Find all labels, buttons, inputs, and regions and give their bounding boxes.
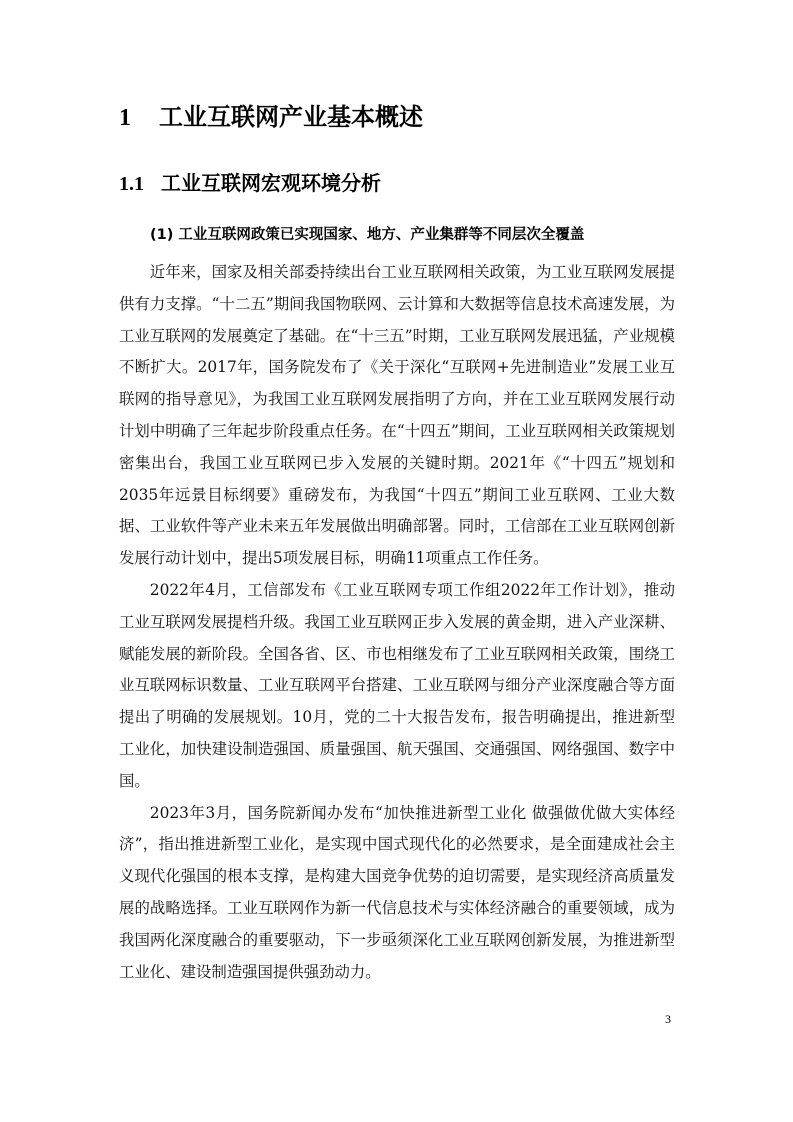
chapter-title: 工业互联网产业基本概述 xyxy=(159,103,423,131)
body-text xyxy=(119,257,675,988)
chapter-heading xyxy=(119,100,423,135)
chapter-number: 1 xyxy=(119,105,131,131)
section-number: 1.1 xyxy=(119,173,144,195)
subsection-heading: (1) 工业互联网政策已实现国家、地方、产业集群等不同层次全覆盖 xyxy=(150,227,585,243)
section-heading xyxy=(119,168,381,199)
page-number: 3 xyxy=(665,1012,671,1026)
paragraph-2: 2022年4月，工信部发布《工业互联网专项工作组2022年工作计划》，推动工业互联网发展提档升级。我国工业互联网正步入发展的黄金期，进入产业深耕、赋能发展的新阶段。全国各省、区、市也相继发布了工业互联网相关政策，围绕工业互联网标识数量、工业互联网平台搭建、工业互联网与细分产业深度融合等方面提出了明确的发展规划。10月，党的二十大报告发布，报告明确提出，推进新型工业化，加快建设制造强国、质量强国、航天强国、交通强国、网络强国、数字中国。 xyxy=(119,580,675,790)
paragraph-1: 近年来，国家及相关部委持续出台工业互联网相关政策，为工业互联网发展提供有力支撑。“十二五”期间我国物联网、云计算和大数据等信息技术高速发展，为工业互联网的发展奠定了基础。在“十三五”时期，工业互联网发展迅猛，产业规模不断扩大。2017年，国务院发布了《关于深化“互联网+先进制造业”发展工业互联网的指导意见》，为我国工业互联网发展指明了方向，并在工业互联网发展行动计划中明确了三年起步阶段重点任务。在“十四五”期间，工业互联网相关政策规划密集出台，我国工业互联网已步入发展的关键时期。2021年《“十四五”规划和2035年远景目标纲要》重磅发布，为我国“十四五”期间工业互联网、工业大数据、工业软件等产业未来五年发展做出明确部署。同时，工信部在工业互联网创新发展行动计划中，提出5项发展目标，明确11项重点工作任务。 xyxy=(119,263,675,568)
paragraph-3: 2023年3月，国务院新闻办发布“加快推进新型工业化 做强做优做大实体经济”，指出推进新型工业化，是实现中国式现代化的必然要求，是全面建成社会主义现代化强国的根本支撑，是构建大国竞争优势的迫切需要，是实现经济高质量发展的战略选择。工业互联网作为新一代信息技术与实体经济融合的重要领域，成为我国两化深度融合的重要驱动，下一步亟须深化工业互联网创新发展，为推进新型工业化、建设制造强国提供强劲动力。 xyxy=(119,803,675,981)
section-title: 工业互联网宏观环境分析 xyxy=(161,171,381,195)
